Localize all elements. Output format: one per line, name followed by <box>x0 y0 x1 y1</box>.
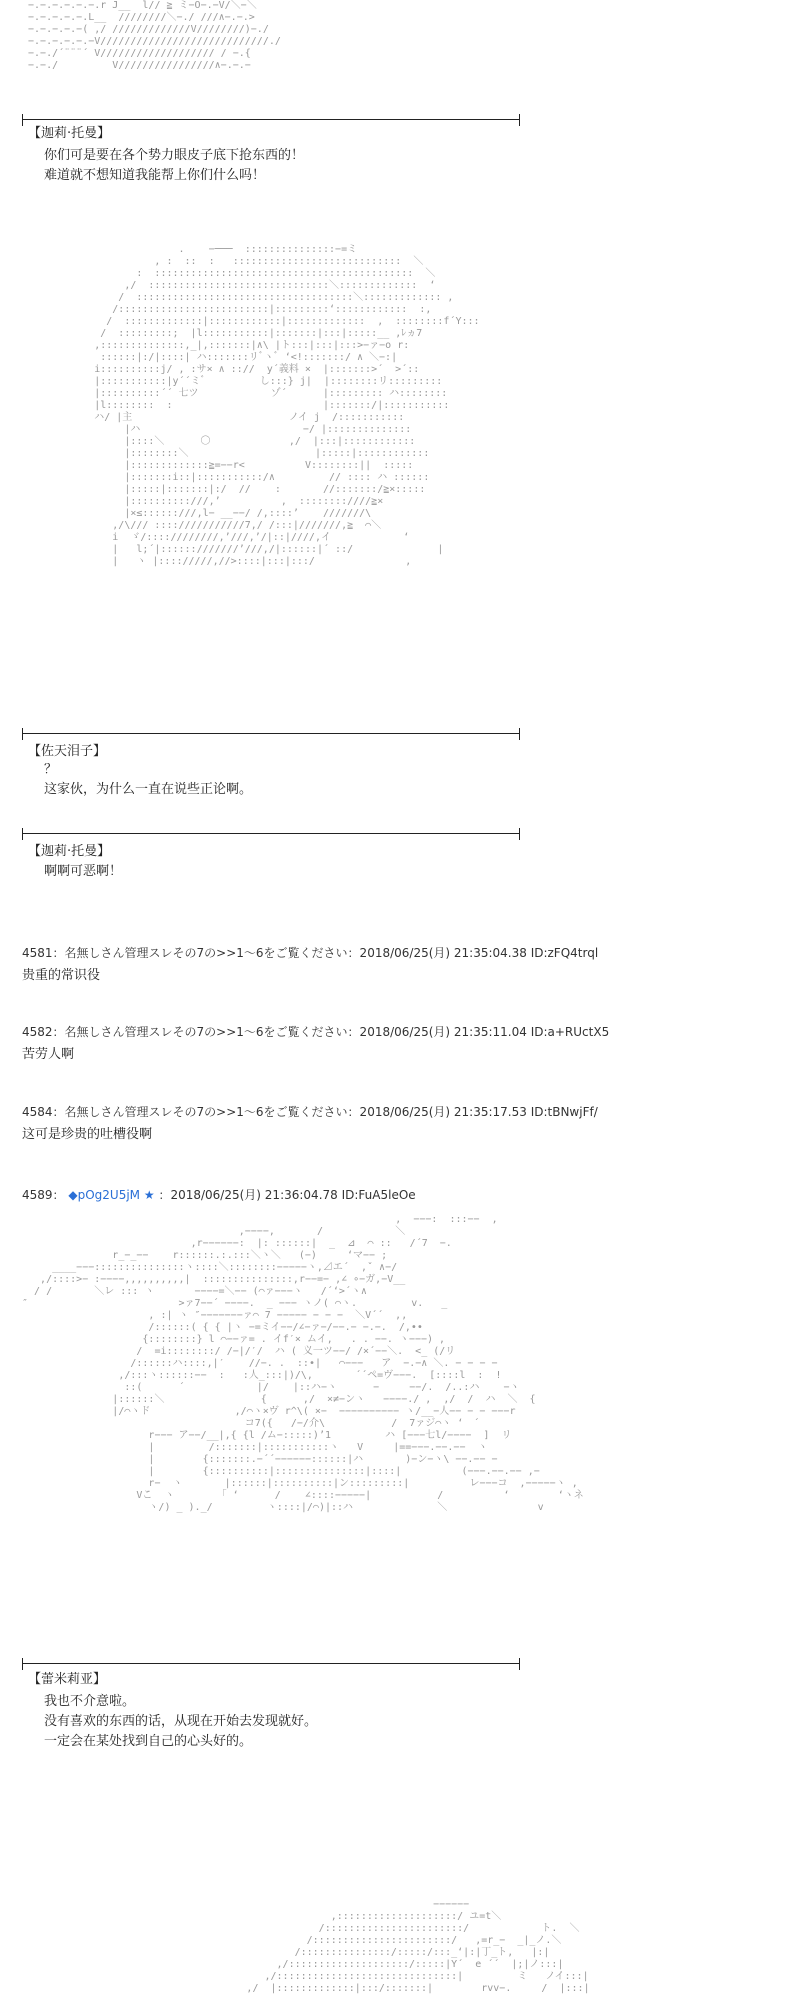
divider-tick <box>519 728 520 740</box>
dialogue-line: 啊啊可恶啊！ <box>44 864 123 879</box>
divider <box>22 119 520 120</box>
post-body: 这可是珍贵的吐槽役啊 <box>22 1127 153 1142</box>
post-header: 4582：名無しさん管理スレその7の>>1〜6をご覧ください：2018/06/25(月) 21:35:11.04 ID:a+RUctX5 <box>22 1025 610 1039</box>
ascii-art-bottom: −−−−−− ,::::::::::::::::::::/ ユ=t＼ /:::::::::::::::::::::::/ ト. ＼ /:::::::::::::::::::::::/ ,=r_− _|_ノ.＼ /:::::::::::::::/:::::/:::_‘|:|丁_ト, |:| ,/::::::::::::::::::::/:::::|Y´ e ´´ |;|ノ:::| ,/::::::::::::::::::::::::::::::| ミ ノイ:::| ,/ |:::::::::::::|:::/:::::::| rvv−. / |:::| <box>246 1899 590 1994</box>
divider-tick <box>519 828 520 840</box>
dialogue-line: 一定会在某处找到自己的心头好的。 <box>44 1734 253 1749</box>
post-number: 4589： <box>22 1188 65 1202</box>
dialogue-line: 你们可是要在各个势力眼皮子底下抢东西的！ <box>44 148 305 163</box>
post-body: 苦劳人啊 <box>22 1047 75 1062</box>
tripcode-link[interactable]: ◆pOg2U5jM <box>68 1188 141 1202</box>
divider-tick <box>22 728 23 740</box>
dialogue-line: 我也不介意啦。 <box>44 1694 136 1709</box>
speaker-label: 【佐天泪子】 <box>28 744 107 759</box>
ascii-art-top: −.−.−.−.−.−.r J__ l// ≧ ミ−O−.−V/＼−＼ −.−.−.−.−.L__ ////////＼−./ ///∧−.−.> −.−.−.−.−( ,/ /////////////V////////)−./ −.−.−.−.−.−V////////////////////////////./ −.−./´¨¨¨´ V/////////////////// / −.{ −.−./ V////////////////∧−.−.− <box>28 0 281 71</box>
speaker-label: 【迦莉·托曼】 <box>28 844 111 859</box>
speaker-label: 【蕾米莉亚】 <box>28 1672 107 1687</box>
dialogue-line: ？ <box>44 762 58 777</box>
post-header: 4584：名無しさん管理スレその7の>>1〜6をご覧ください：2018/06/25(月) 21:35:17.53 ID:tBNwjFf/ <box>22 1105 598 1119</box>
op-post-header <box>22 1186 416 1203</box>
ascii-art-saten: . −─── :::::::::::::::−=ミ , : :: : :::::::::::::::::::::::::::: ＼ : ::::::::::::::::::::::::::::::::::::::::::: ＼ ,/ ::::::::::::::::::::::::::::::＼::::::::::::: ‘ / ::::::::::::::::::::::::::::::::::::＼::::::::::::: , /:::::::::::::::::::::::::|:::::::::‘:::::::::::: :, / :::::::::::::|::::::::::::|::::::::::::: , ::::::::f´Y::: / :::::::::; |l:::::::::::|:::::::|:::|:::::__ ,ﾚヵ7 ,::::::::::::::,_|,:::::::|∧\ |ト:::|:::|:::>−ァ−ο r: ::::::|:/|::::| ハ:::::::リﾞヽﾞ ‘<!:::::::/ ∧ ＼−:| i::::::::::j/ , :サ× ∧ ::// y´義料 × |:::::::>´ >´:: |:::::::::::|y´´ミﾞ し:::} j| |::::::::リ::::::::: |::::::::::´´ 七ツ ゾ´ |::::::::: ハ:::::::: |l:::::::: : |:::::::/|::::::::::: ハ/ |主 ノイ j /::::::::::: |ハ −/ |:::::::::::::: |::::＼ 〇 ,/ |:::|:::::::::::: |::::::::＼ |:::::|:::::::::::: |:::::::::::::≧=−−r< V::::::::|| ::::: |:::::::i::|:::::::::::/∧ // :::: ハ :::::: |:::::|:::::::|:/ // : //:::::::/≧×::::: |::::::::::///,’ , ::::::::////≧× |×≤::::::///,l− __−−/ /,::::’ ///////\ ,/\/// ::::///////////7,/ /:::|///////,≧ ⌒＼ i ゞ/::::////////,’///,’/|::|////,イ ‘ | l;´|::::::///////’///,/|::::::|´ ::/ | | ヽ |:::://///,//>::::|:::|:::/ , <box>94 244 480 567</box>
star-icon: ★ <box>143 1188 155 1202</box>
divider-tick <box>22 828 23 840</box>
dialogue-line: 这家伙，为什么一直在说些正论啊。 <box>44 782 253 797</box>
divider-tick <box>519 114 520 126</box>
dialogue <box>44 1692 317 1752</box>
dialogue-line: 难道就不想知道我能帮上你们什么吗！ <box>44 168 266 183</box>
divider <box>22 833 520 834</box>
dialogue <box>44 146 304 186</box>
ascii-art-remilia: , −−−: :::−− , ,−−−−, / ＼ ,r−−−−−−: |: ::::::| _ ⊿ ⌒ :: /´7 −. r_−_−− r::::::.:.:::＼ヽ＼ (−) ‘マ−− ; ____−−−:::::::::::::::ヽ::::＼::::::::−−−−−ヽ,⊿エ´ ,ˇ ∧−/ ,/::::>− :−−−−,,,,,,,,,,| :::::::::::::::,r−−=− ,∠ ∘−ガ,−V__ / / ＼レ ::: ヽ −−−−=＼−− (⌒ァ−−−ヽ /´‘>´ヽ∧ ″ >ァ7−−´ −−−−. _ −−− ヽノ( ⌒ヽ. v. _ , :| ヽ ″−−−−−−−ァ⌒ 7 −−−−− − − − ＼V´´ ,, /::::::( { { |ヽ −=ミイ−−/∠−ァ−/−−.− −.−. /,∙∙ {::::::::} l ⌒−−ァ= . イf′× ムイ, . . −−. ヽ−−−) , / =i::::::::/ /−|/′/ ハ ( 义一ツ−−/ /×´−−＼. <_ (/リ /::::::ハ::::,|′ //−. . ::•| ⌒−−− ア −.−∧ ＼. − − − − ,/:::ヽ::::::−− : :人_:::|)/\, ´´ペ=ヴ−−−. [::::l : ! ::( ´ |/ |::ハ−ヽ − −−/. /..:ハ −ヽ |::::::＼ { ,/ ×≠−ンヽ −−−−./ , ,/ / ハ ＼ { |/⌒ヽド ,/⌒ヽ×ヴ r^\( ×− −−−−−−−−−− ヽ/__−人−− − − −−−r コ7({ /−/介\ / 7ァジ⌒ヽ ‘ ´ r−−− ア−−/__|,{ {l /ム−:::::)’1 ハ [−−−七l/−−−− ] リ | /:::::::|:::::::::::ヽ V |==−−−.−−.−− ヽ | {:::::::.−´´−−−−−−::::::|ハ )−ン−ヽ\ −−.−− − | {::::::::::|:::::::::::::::|::::| (−−−.−−.−− ,− r− ヽ |::::::|::::::::::|ン:::::::::| レ−−−コ ,−−−−−ヽ , Vこ ヽ 「 ‘ / ∠::::−−−−−| / ‘ ‘ヽネ ヽ/) _ )._/ ヽ::::|/⌒)|::ハ ＼ v <box>22 1214 584 1513</box>
divider-tick <box>22 1658 23 1670</box>
dialogue-line: 没有喜欢的东西的话，从现在开始去发现就好。 <box>44 1714 318 1729</box>
speaker-label: 【迦莉·托曼】 <box>28 126 111 141</box>
divider <box>22 1663 520 1664</box>
dialogue <box>44 862 122 882</box>
post-body: 贵重的常识役 <box>22 968 101 983</box>
divider-tick <box>22 114 23 126</box>
post-header: 4581：名無しさん管理スレその7の>>1〜6をご覧ください：2018/06/25(月) 21:35:04.38 ID:zFQ4trql <box>22 946 599 960</box>
dialogue <box>44 760 252 800</box>
post-meta: ：2018/06/25(月) 21:36:04.78 ID:FuA5leOe <box>158 1188 416 1202</box>
divider <box>22 733 520 734</box>
divider-tick <box>519 1658 520 1670</box>
